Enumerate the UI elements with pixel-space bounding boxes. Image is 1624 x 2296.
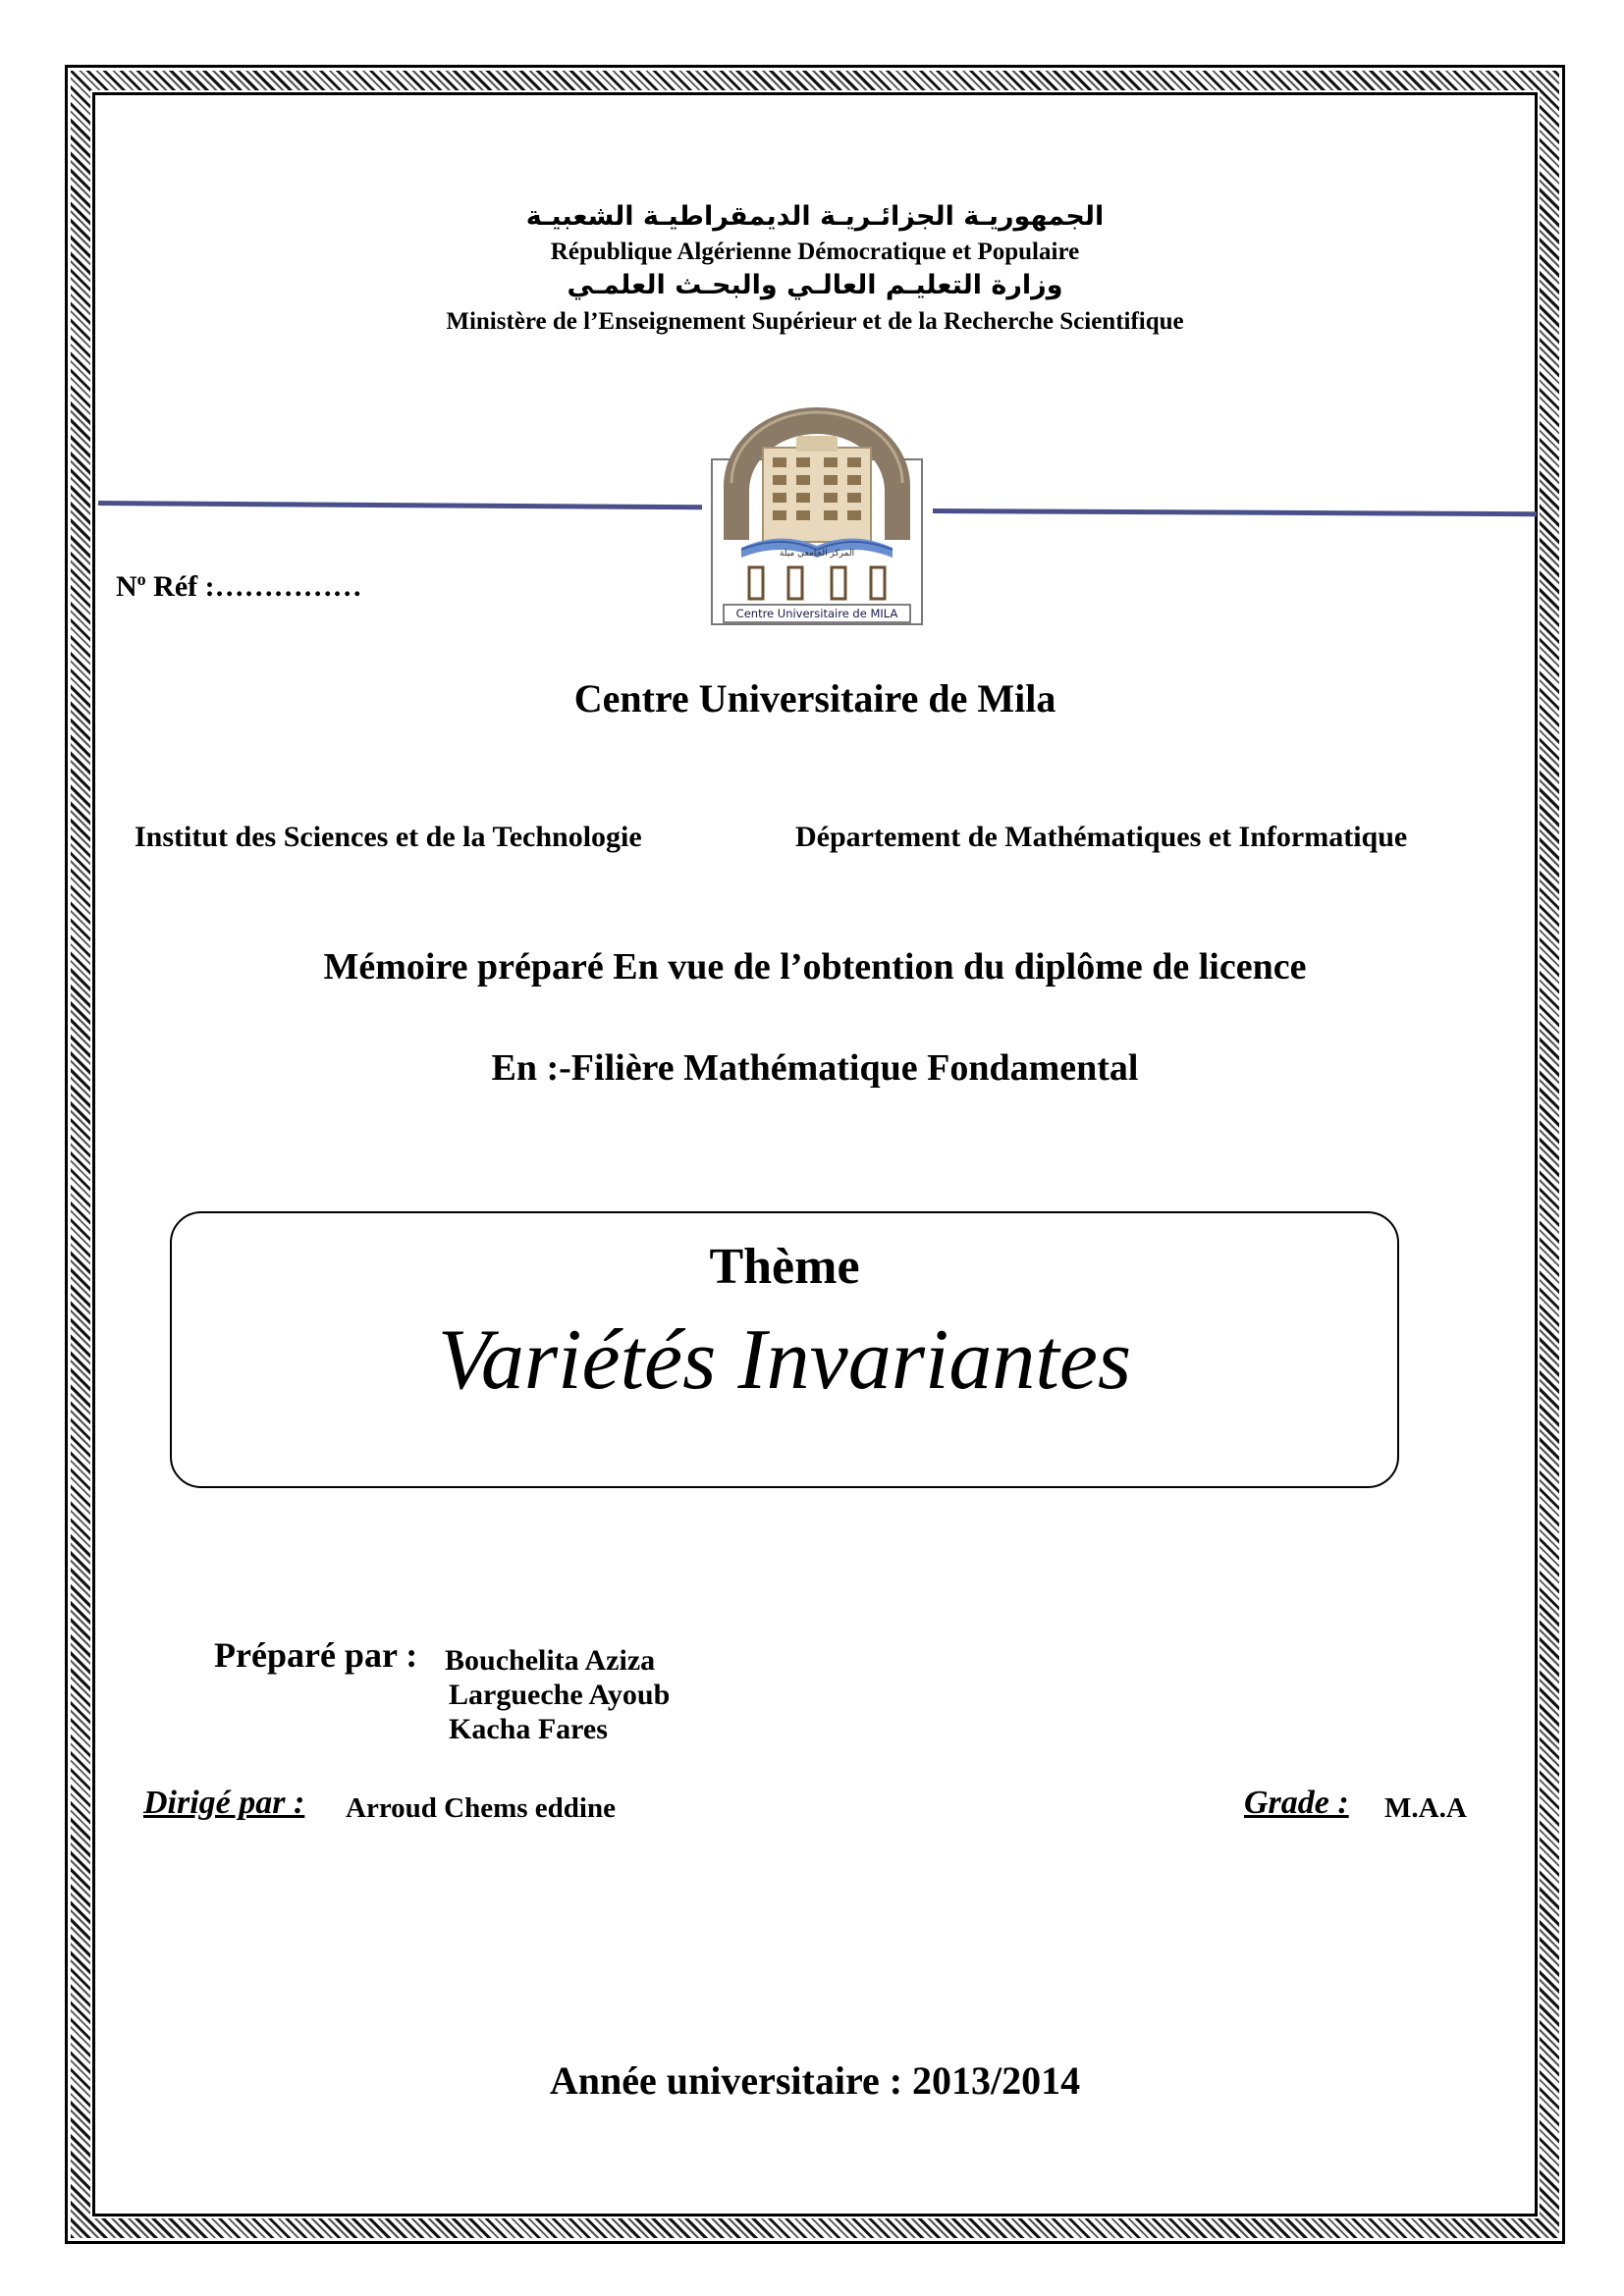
university-name: Centre Universitaire de Mila bbox=[573, 676, 1056, 721]
university-logo bbox=[702, 393, 932, 628]
ref-superscript: o bbox=[136, 569, 146, 589]
logo-arabic-caption: المركز الجامعي ميلة bbox=[779, 549, 855, 559]
reference-number bbox=[116, 569, 362, 604]
arabic-republic-heading: الجمهوريـة الجزائـريـة الديمقراطيـة الشعبيـة bbox=[525, 201, 1105, 232]
grade-label: Grade : bbox=[1244, 1785, 1349, 1821]
supervisor-label: Dirigé par : bbox=[143, 1785, 305, 1821]
theme-title: Variétés Invariantes bbox=[437, 1312, 1132, 1408]
filiere-line: En :-Filière Mathématique Fondamental bbox=[491, 1047, 1139, 1089]
author-3: Kacha Fares bbox=[449, 1713, 608, 1745]
french-ministry-heading: Ministère de l’Enseignement Supérieur et de la Recherche Scientifique bbox=[446, 308, 1184, 335]
theme-label: Thème bbox=[709, 1239, 860, 1295]
supervisor-name: Arroud Chems eddine bbox=[346, 1792, 616, 1824]
institute-name: Institut des Sciences et de la Technologie bbox=[135, 821, 642, 853]
memoire-subtitle: Mémoire préparé En vue de l’obtention du diplôme de licence bbox=[323, 946, 1307, 988]
arabic-ministry-heading: وزارة التعليـم العالـي والبحـث العلمـي bbox=[567, 270, 1063, 300]
academic-year: Année universitaire : 2013/2014 bbox=[549, 2058, 1081, 2103]
logo-caption: Centre Universitaire de MILA bbox=[735, 607, 898, 620]
grade-value: M.A.A bbox=[1384, 1792, 1467, 1824]
french-republic-heading: République Algérienne Démocratique et Populaire bbox=[550, 239, 1080, 265]
department-name: Département de Mathématiques et Informatique bbox=[795, 821, 1408, 853]
author-2: Largueche Ayoub bbox=[449, 1679, 671, 1711]
author-1: Bouchelita Aziza bbox=[445, 1644, 656, 1677]
ref-prefix: N bbox=[116, 570, 137, 603]
prepared-by-label: Préparé par : bbox=[214, 1635, 418, 1675]
ref-label: Réf :…………… bbox=[145, 570, 362, 603]
